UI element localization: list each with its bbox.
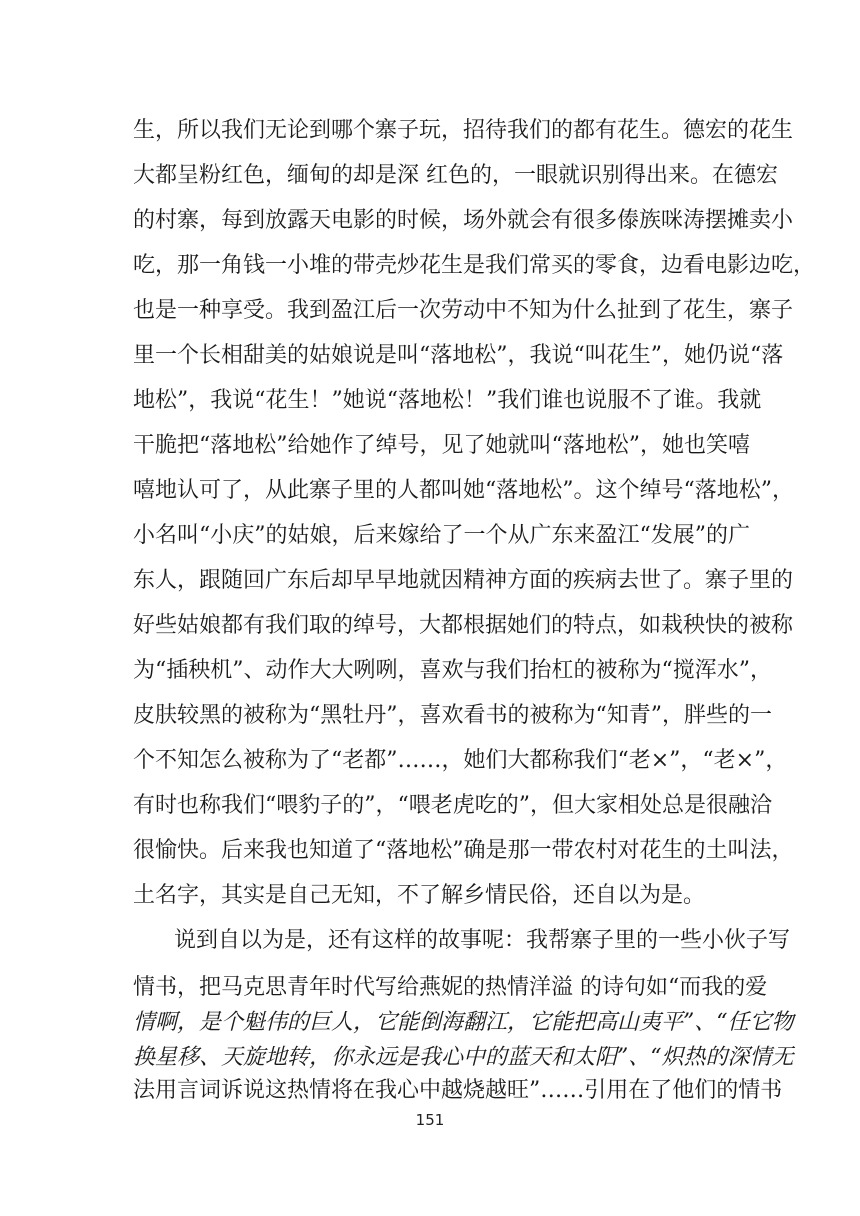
text-line: 里一个长相甜美的姑娘说是叫“落地松”，我说“叫花生”，她仍说“落 (133, 343, 784, 368)
paragraph-start-line: 说到自以为是，还有这样的故事呢：我帮寨子里的一些小伙子写 (174, 928, 791, 953)
text-line: 为“插秧机”、动作大大咧咧，喜欢与我们抬杠的被称为“搅浑水”， (133, 658, 772, 683)
text-line: 地松”，我说“花生！”她说“落地松！”我们谁也说服不了谁。我就 (133, 388, 762, 413)
text-line: 皮肤较黑的被称为“黑牡丹”，喜欢看书的被称为“知青”，胖些的一 (133, 703, 772, 728)
text-line: 东人，跟随回广东后却早早地就因精神方面的疾病去世了。寨子里的 (133, 568, 794, 593)
page-number: 151 (415, 1111, 445, 1129)
text-line: 嘻地认可了，从此寨子里的人都叫她“落地松”。这个绰号“落地松”， (133, 478, 794, 503)
text-line: 法用言词诉说这热情将在我心中越烧越旺”……引用在了他们的情书 (133, 1078, 783, 1103)
text-line: 小名叫“小庆”的姑娘，后来嫁给了一个从广东来盈江“发展”的广 (133, 523, 750, 548)
text-line: 有时也称我们“喂豹子的”，“喂老虎吃的”，但大家相处总是很融洽 (133, 793, 772, 818)
text-line: 情书，把马克思青年时代写给燕妮的热情洋溢 的诗句如“而我的爱 (133, 975, 768, 1000)
text-line: 好些姑娘都有我们取的绰号，大都根据她们的特点，如栽秧快的被称 (133, 613, 794, 638)
text-line: 吃，那一角钱一小堆的带壳炒花生是我们常买的零食，边看电影边吃， (133, 253, 816, 278)
text-line: 生，所以我们无论到哪个寨子玩，招待我们的都有花生。德宏的花生 (133, 118, 794, 143)
quoted-verse-line: 情啊，是个魁伟的巨人，它能倒海翻江，它能把高山夷平”、“任它物 (133, 1010, 794, 1035)
text-line: 的村寨，每到放露天电影的时候，场外就会有很多傣族咪涛摆摊卖小 (133, 208, 794, 233)
text-line: 也是一种享受。我到盈江后一次劳动中不知为什么扯到了花生，寨子 (133, 298, 794, 323)
text-line: 干脆把“落地松”给她作了绰号，见了她就叫“落地松”，她也笑嘻 (133, 433, 750, 458)
paragraph-end-line: 土名字，其实是自己无知，不了解乡情民俗，还自以为是。 (133, 883, 706, 908)
text-line: 很愉快。后来我也知道了“落地松”确是那一带农村对花生的土叫法， (133, 838, 794, 863)
text-line: 大都呈粉红色，缅甸的却是深 红色的，一眼就识别得出来。在德宏 (133, 163, 778, 188)
quoted-verse-line: 换星移、天旋地转，你永远是我心中的蓝天和太阳”、“炽热的深情无 (133, 1045, 794, 1070)
text-line: 个不知怎么被称为了“老都”……，她们大都称我们“老×”，“老×”， (133, 748, 788, 773)
